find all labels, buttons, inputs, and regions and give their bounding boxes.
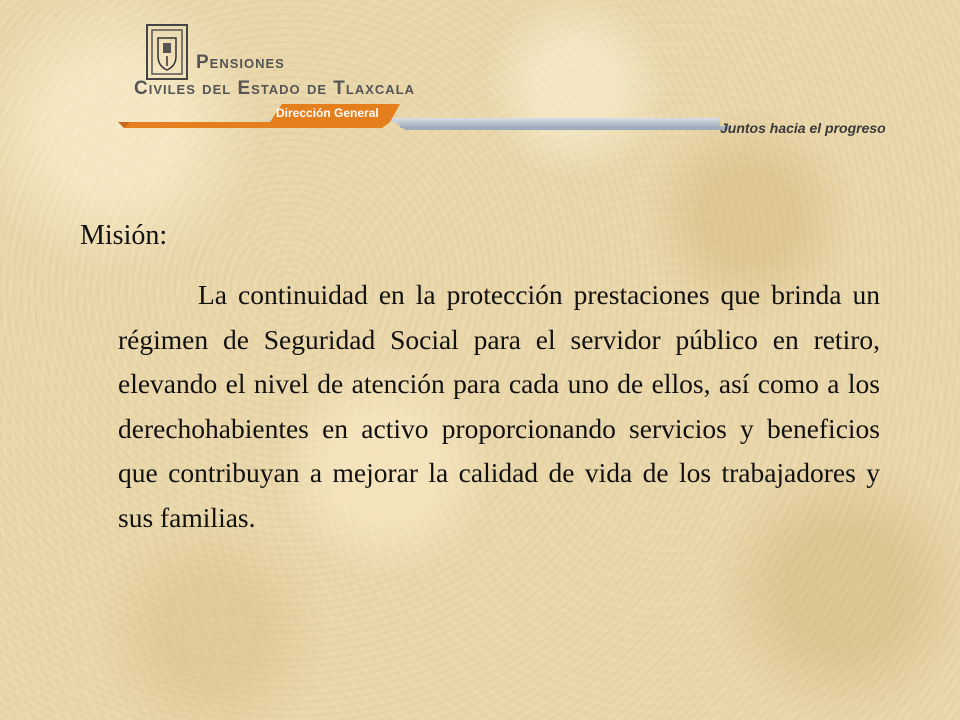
- brand-name-line2: Civiles del Estado de Tlaxcala: [134, 78, 415, 99]
- header: [0, 0, 960, 160]
- state-shield-icon: [146, 24, 188, 80]
- mission-title: Misión:: [80, 220, 168, 251]
- mission-text: La continuidad en la protección prestaciones que brinda un régimen de Seguridad Social para el servidor público en retiro, elevando el nivel de atención para cada uno de ellos, así como a los derechohabientes en activo proporcionando servicios y beneficios que contribuyan a mejorar la calidad de vida de los trabajadores y sus familias.: [118, 279, 880, 533]
- slogan: Juntos hacia el progreso: [720, 120, 886, 136]
- direction-label: Dirección General: [276, 106, 379, 120]
- brand-name-line1: Pensiones: [196, 52, 285, 73]
